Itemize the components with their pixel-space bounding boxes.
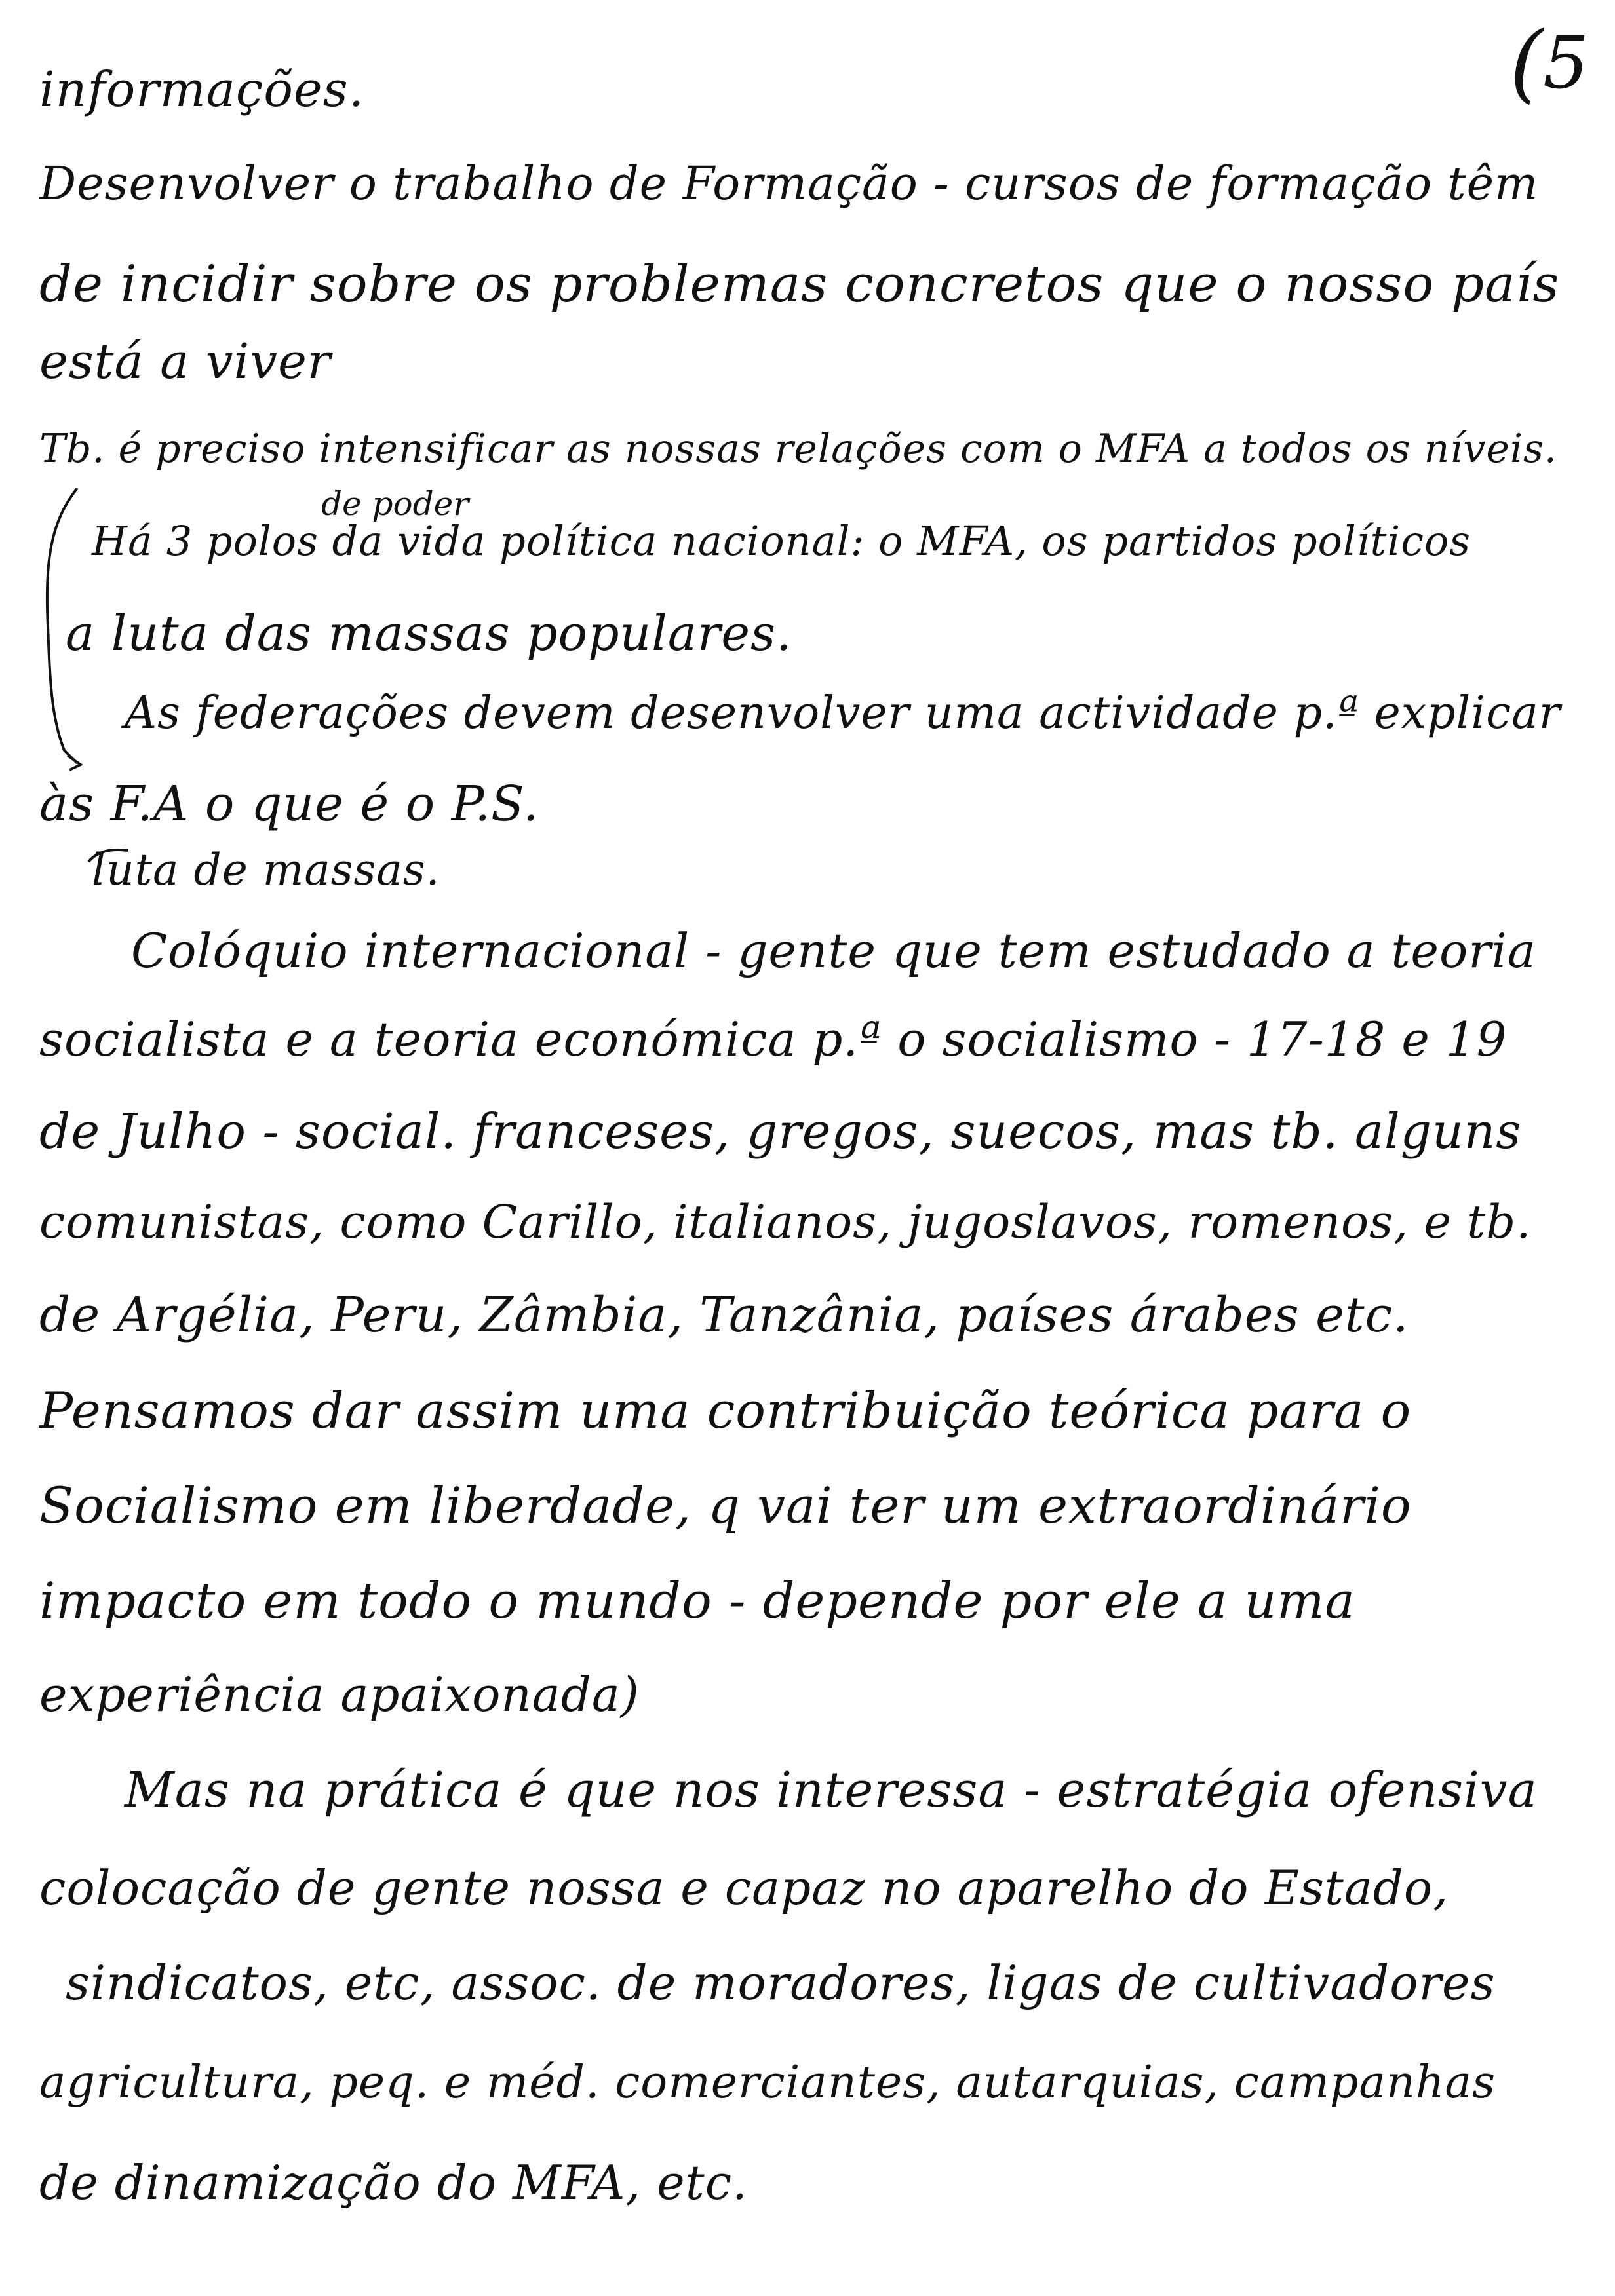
text-line: de Argélia, Peru, Zâmbia, Tanzânia, países árabes etc.	[39, 1287, 1409, 1343]
text-line: sindicatos, etc, assoc. de moradores, ligas de cultivadores	[66, 1955, 1496, 2010]
text-line: As federações devem desenvolver uma actividade p.ª explicar	[125, 687, 1561, 739]
text-line: Pensamos dar assim uma contribuição teórica para o	[39, 1381, 1412, 1440]
text-line: colocação de gente nossa e capaz no aparelho do Estado,	[39, 1860, 1449, 1915]
text-line: a luta das massas populares.	[66, 605, 792, 662]
page-number: (5	[1509, 12, 1589, 112]
text-line: informações.	[39, 62, 365, 118]
text-line: está a viver	[39, 334, 332, 390]
text-line: socialista e a teoria económica p.ª o socialismo - 17-18 e 19	[39, 1012, 1508, 1067]
text-line: agricultura, peq. e méd. comerciantes, autarquias, campanhas	[39, 2057, 1496, 2109]
margin-dash-mark	[85, 845, 131, 865]
text-line: Desenvolver o trabalho de Formação - cursos de formação têm	[39, 157, 1539, 210]
text-line: Há 3 polos da vida política nacional: o MFA, os partidos políticos	[92, 517, 1471, 565]
text-line: Tb. é preciso intensificar as nossas relações com o MFA a todos os níveis.	[39, 426, 1557, 472]
text-line: de Julho - social. franceses, gregos, suecos, mas tb. alguns	[39, 1103, 1522, 1160]
text-line: impacto em todo o mundo - depende por ele a uma	[39, 1571, 1355, 1630]
text-line: Socialismo em liberdade, q vai ter um extraordinário	[39, 1476, 1412, 1535]
text-line: Colóquio internacional - gente que tem estudado a teoria	[131, 923, 1536, 978]
text-line: Mas na prática é que nos interessa - estratégia ofensiva	[125, 1762, 1538, 1818]
text-line: luta de massas.	[92, 845, 440, 895]
margin-bracket-arrow	[31, 482, 84, 783]
text-line: experiência apaixonada)	[39, 1667, 640, 1722]
text-line: de dinamização do MFA, etc.	[39, 2155, 748, 2210]
text-line: às F.A o que é o P.S.	[39, 776, 539, 832]
text-line: comunistas, como Carillo, italianos, jugoslavos, romenos, e tb.	[39, 1195, 1532, 1249]
text-line: de incidir sobre os problemas concretos que o nosso país	[39, 255, 1560, 314]
insertion-note: de poder	[321, 485, 469, 523]
